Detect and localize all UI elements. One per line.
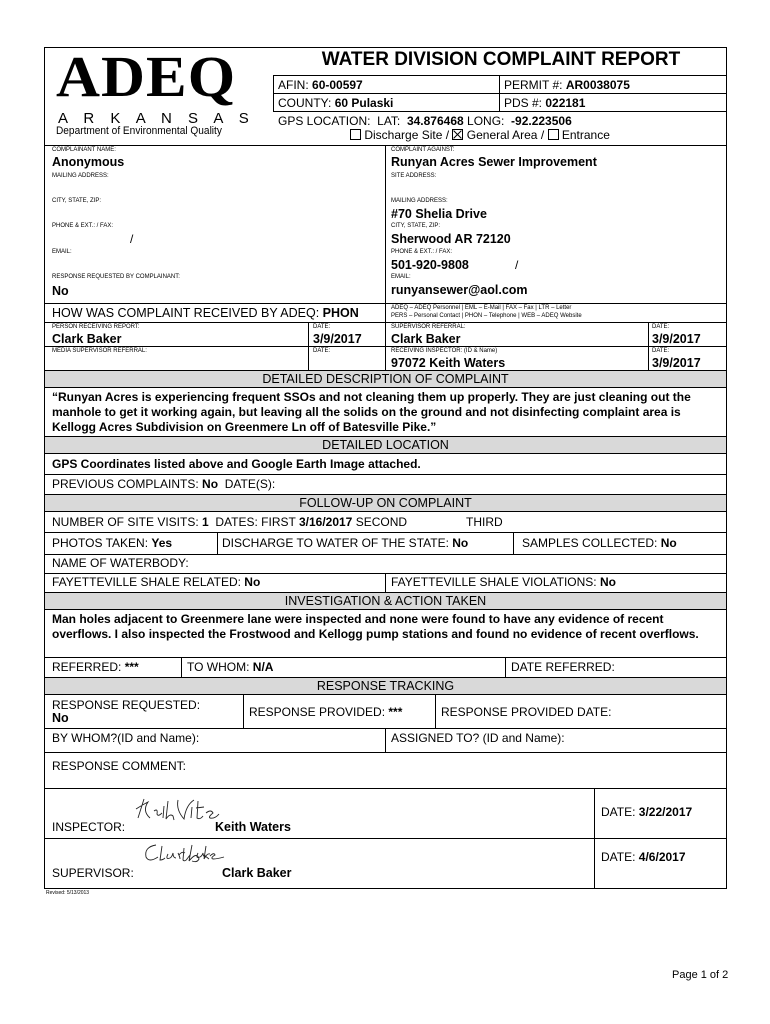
supervisor-date-field: DATE: 4/6/2017 [601, 850, 686, 864]
against-mailing-label: MAILING ADDRESS: [391, 198, 448, 204]
response-requested-label: RESPONSE REQUESTED BY COMPLAINANT: [52, 274, 180, 280]
referred-field: REFERRED: *** [52, 660, 139, 674]
location-detail: GPS Coordinates listed above and Google Earth Image attached. [52, 457, 421, 471]
complainant-email-label: EMAIL: [52, 249, 72, 255]
response-requested-value: No [52, 711, 69, 725]
inspector-date-field: DATE: 3/22/2017 [601, 805, 693, 819]
tracking-section-title: RESPONSE TRACKING [45, 677, 726, 695]
samples-collected-field: SAMPLES COLLECTED: No [522, 536, 677, 550]
pds-field: PDS #: 022181 [504, 96, 586, 110]
response-requested-label: RESPONSE REQUESTED: [52, 698, 201, 712]
shale-related-field: FAYETTEVILLE SHALE RELATED: No [52, 575, 261, 589]
general-area-checkbox[interactable] [452, 129, 463, 140]
supervisor-referral-label: SUPERVISOR REFERRAL: [391, 324, 466, 330]
logo-wordmark: ADEQ [56, 44, 237, 109]
revised-date: Revised: 5/13/2013 [46, 890, 90, 896]
response-provided-date-label: RESPONSE PROVIDED DATE: [441, 705, 612, 719]
location-section-title: DETAILED LOCATION [45, 436, 726, 454]
against-email: runyansewer@aol.com [391, 283, 528, 297]
previous-complaints-field: PREVIOUS COMPLAINTS: No DATE(S): [52, 477, 276, 491]
afin-field: AFIN: 60-00597 [278, 78, 363, 92]
followup-section-title: FOLLOW-UP ON COMPLAINT [45, 494, 726, 512]
supervisor-name: Clark Baker [222, 866, 292, 880]
report-title: WATER DIVISION COMPLAINT REPORT [321, 49, 681, 70]
date-label: DATE: [313, 348, 331, 354]
complaint-against-label: COMPLAINT AGAINST: [391, 147, 455, 153]
investigation-section-title: INVESTIGATION & ACTION TAKEN [45, 592, 726, 610]
waterbody-label: NAME OF WATERBODY: [52, 556, 189, 570]
against-phone-separator: / [515, 258, 519, 272]
received-legend-line1: ADEQ – ADEQ Personnel | EML – E-Mail | FAX – Fax | LTR – Letter [391, 305, 572, 311]
receiving-inspector: 97072 Keith Waters [391, 356, 506, 370]
investigation-text: Man holes adjacent to Greenmere lane were inspected and none were found to have any evidence of recent overflows. I also inspected the Frostwood and Kellogg pump stations and found no evidence of recent overflows. [52, 612, 699, 641]
date-label: DATE: [313, 324, 331, 330]
inspector-date: 3/9/2017 [652, 356, 701, 370]
against-email-label: EMAIL: [391, 274, 411, 280]
response-comment-label: RESPONSE COMMENT: [52, 759, 187, 773]
inspector-signature [132, 794, 222, 828]
adeq-logo [50, 44, 262, 140]
date-label: DATE: [652, 324, 670, 330]
response-requested-value: No [52, 284, 69, 298]
third-visit-label: THIRD [466, 515, 503, 529]
location-type-options: Discharge Site / General Area / Entrance [350, 128, 610, 142]
complainant-city-label: CITY, STATE, ZIP: [52, 198, 102, 204]
complainant-phone-separator: / [130, 232, 134, 246]
received-legend-line2: PERS – Personal Contact | PHON – Telephone | WEB – ADEQ Website [391, 313, 582, 319]
response-provided-field: RESPONSE PROVIDED: *** [249, 705, 403, 719]
logo-department: Department of Environmental Quality [56, 125, 222, 137]
assigned-to-label: ASSIGNED TO? (ID and Name): [391, 731, 565, 745]
date-label: DATE: [652, 348, 670, 354]
site-address-label: SITE ADDRESS: [391, 173, 437, 179]
against-mailing-address: #70 Shelia Drive [391, 207, 487, 221]
supervisor-label: SUPERVISOR: [52, 866, 134, 880]
against-city: Sherwood AR 72120 [391, 232, 511, 246]
gps-location-field: GPS LOCATION: LAT: 34.876468 LONG: -92.223506 [278, 114, 572, 128]
supervisor-signature [142, 840, 227, 868]
complainant-name: Anonymous [52, 155, 125, 169]
by-whom-label: BY WHOM?(ID and Name): [52, 731, 200, 745]
logo-state: A R K A N S A S [58, 110, 255, 127]
complaint-description: “Runyan Acres is experiencing frequent SSOs and not cleaning them up properly. They are just cleaning out the manhole to get it working again, but leaving all the solids on the ground and not disinfecting complaint area is Kellogg Acres Subdivision on Greenmere Ln off of Batesville Pike.” [52, 390, 691, 434]
complaint-against-name: Runyan Acres Sewer Improvement [391, 155, 597, 169]
inspector-name: Keith Waters [215, 820, 291, 834]
media-supervisor-label: MEDIA SUPERVISOR REFERRAL: [52, 348, 147, 354]
supervisor-referral-date: 3/9/2017 [652, 332, 701, 346]
site-visits-field: NUMBER OF SITE VISITS: 1 DATES: FIRST 3/16/2017 SECOND [52, 515, 408, 529]
complainant-mailing-label: MAILING ADDRESS: [52, 173, 109, 179]
photos-taken-field: PHOTOS TAKEN: Yes [52, 536, 173, 550]
discharge-site-checkbox[interactable] [350, 129, 361, 140]
against-city-label: CITY, STATE, ZIP: [391, 223, 441, 229]
date-referred-label: DATE REFERRED: [511, 660, 615, 674]
description-section-title: DETAILED DESCRIPTION OF COMPLAINT [45, 370, 726, 388]
discharge-field: DISCHARGE TO WATER OF THE STATE: No [222, 536, 469, 550]
against-phone-label: PHONE & EXT.: / FAX: [391, 249, 453, 255]
to-whom-field: TO WHOM: N/A [187, 660, 274, 674]
permit-field: PERMIT #: AR0038075 [504, 78, 630, 92]
receiving-inspector-label: RECEIVING INSPECTOR: (ID & Name) [391, 348, 498, 354]
county-field: COUNTY: 60 Pulaski [278, 96, 394, 110]
person-receiving-label: PERSON RECEIVING REPORT: [52, 324, 140, 330]
shale-violations-field: FAYETTEVILLE SHALE VIOLATIONS: No [391, 575, 616, 589]
entrance-checkbox[interactable] [548, 129, 559, 140]
person-receiving: Clark Baker [52, 332, 122, 346]
inspector-label: INSPECTOR: [52, 820, 126, 834]
date-received: 3/9/2017 [313, 332, 362, 346]
page-number: Page 1 of 2 [672, 969, 729, 981]
complainant-name-label: COMPLAINANT NAME: [52, 147, 116, 153]
supervisor-referral: Clark Baker [391, 332, 461, 346]
complainant-phone-label: PHONE & EXT.: / FAX: [52, 223, 114, 229]
how-received-field: HOW WAS COMPLAINT RECEIVED BY ADEQ: PHON [52, 306, 359, 320]
against-phone: 501-920-9808 [391, 258, 469, 272]
